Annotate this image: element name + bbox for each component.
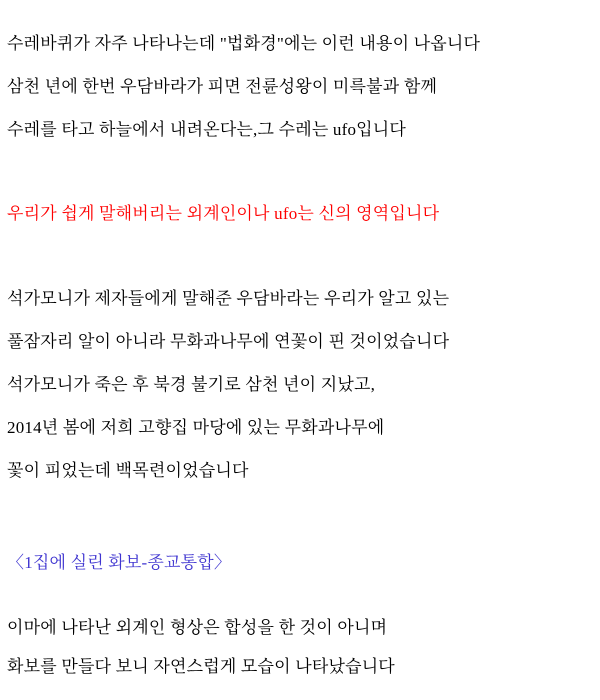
text-line: 수레바퀴가 자주 나타나는데 "법화경"에는 이런 내용이 나옵니다 (7, 34, 481, 53)
text-line: 석가모니가 제자들에게 말해준 우담바라는 우리가 알고 있는 (7, 289, 450, 308)
emphasis-red-line: 우리가 쉽게 말해버리는 외계인이나 ufo는 신의 영역입니다 (7, 204, 440, 223)
text-line: 석가모니가 죽은 후 북경 불기로 삼천 년이 지났고, (7, 375, 376, 394)
text-line: 꽃이 피었는데 백목련이었습니다 (7, 461, 249, 480)
text-line: 2014년 봄에 저희 고향집 마당에 있는 무화과나무에 (7, 418, 385, 437)
text-line: 이마에 나타난 외계인 형상은 합성을 한 것이 아니며 (7, 618, 388, 637)
text-line: 풀잠자리 알이 아니라 무화과나무에 연꽃이 핀 것이었습니다 (7, 332, 450, 351)
text-line: 수레를 타고 하늘에서 내려온다는,그 수레는 ufo입니다 (7, 120, 407, 139)
section-heading-blue: 〈1집에 실린 화보-종교통합〉 (7, 553, 232, 572)
text-line: 화보를 만들다 보니 자연스럽게 모습이 나타났습니다 (7, 657, 395, 676)
text-line: 삼천 년에 한번 우담바라가 피면 전륜성왕이 미륵불과 함께 (7, 77, 438, 96)
